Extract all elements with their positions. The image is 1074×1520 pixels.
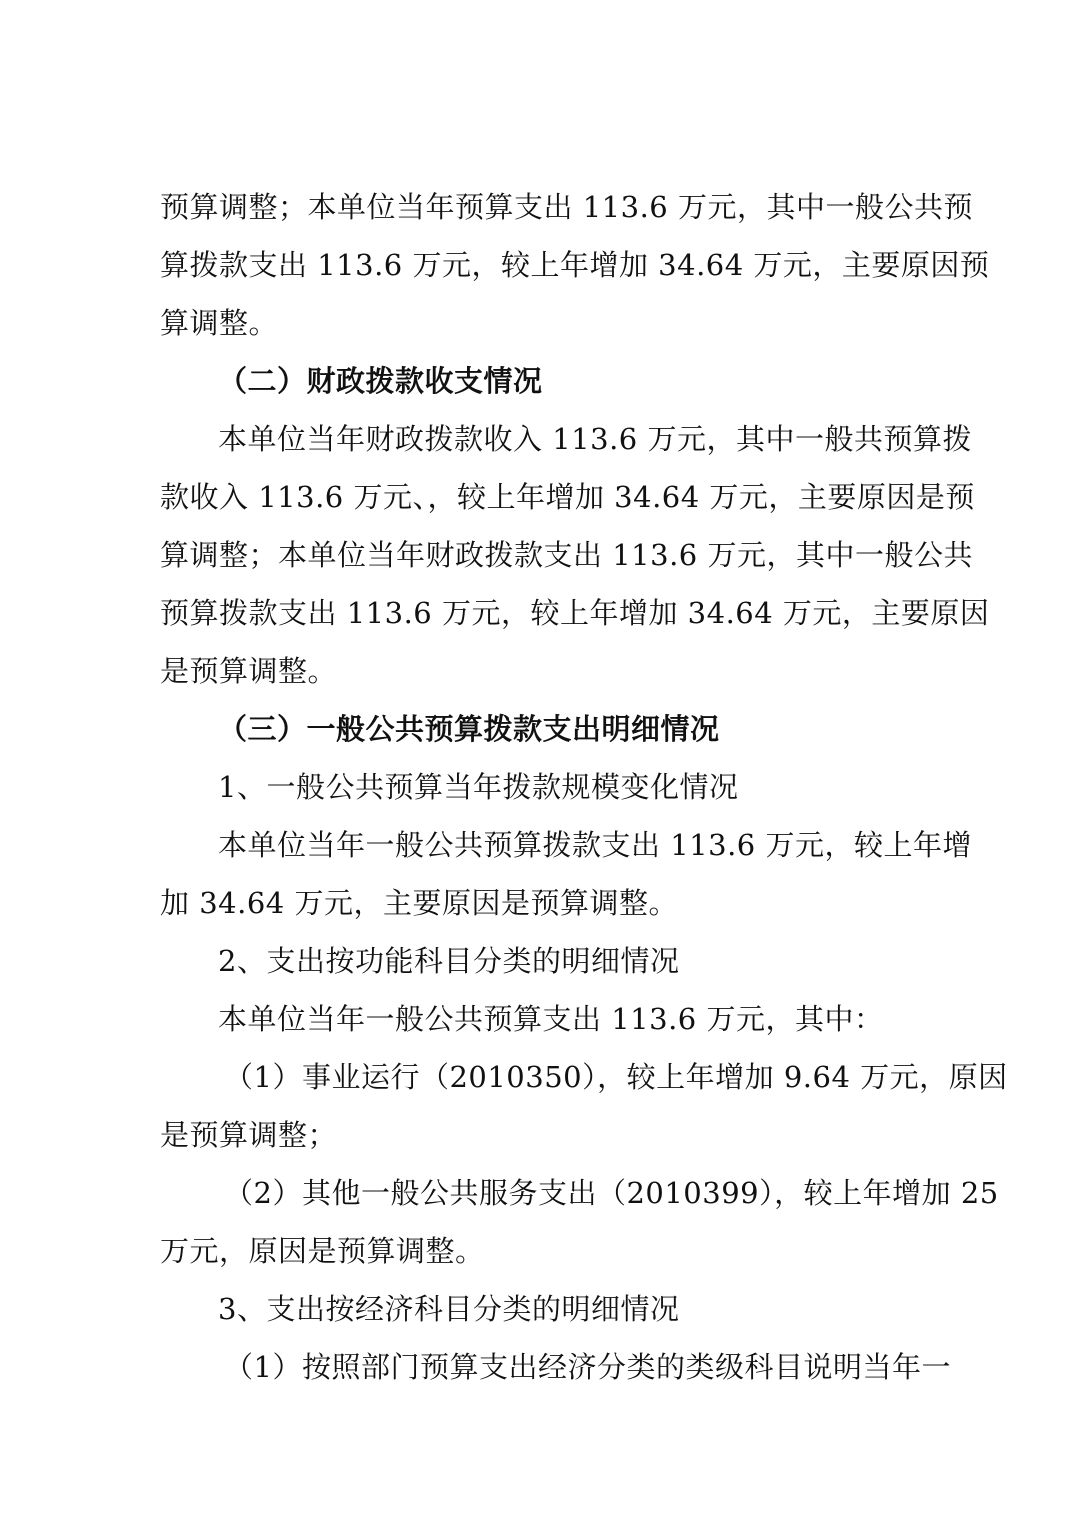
paragraph-line: 预算拨款支出 113.6 万元，较上年增加 34.64 万元，主要原因 (160, 596, 990, 630)
paragraph-line: 预算调整；本单位当年预算支出 113.6 万元，其中一般公共预 (160, 190, 973, 224)
section-heading: （二）财政拨款收支情况 (218, 364, 543, 398)
list-item-line: （1）按照部门预算支出经济分类的类级科目说明当年一 (224, 1350, 951, 1384)
paragraph-line: 算调整。 (160, 306, 279, 340)
paragraph-line: 加 34.64 万元，主要原因是预算调整。 (160, 886, 678, 920)
subsection-heading: 3、支出按经济科目分类的明细情况 (218, 1292, 680, 1326)
list-item-line: 是预算调整； (160, 1118, 338, 1152)
list-item-line: （1）事业运行（2010350），较上年增加 9.64 万元，原因 (224, 1060, 1008, 1094)
paragraph-line: 款收入 113.6 万元、，较上年增加 34.64 万元，主要原因是预 (160, 480, 975, 514)
list-item-line: （2）其他一般公共服务支出（2010399），较上年增加 25 (224, 1176, 999, 1210)
paragraph-line: 算调整；本单位当年财政拨款支出 113.6 万元，其中一般公共 (160, 538, 973, 572)
subsection-heading: 1、一般公共预算当年拨款规模变化情况 (218, 770, 739, 804)
paragraph-line: 本单位当年一般公共预算拨款支出 113.6 万元，较上年增 (218, 828, 972, 862)
paragraph-line: 是预算调整。 (160, 654, 338, 688)
section-heading: （三）一般公共预算拨款支出明细情况 (218, 712, 720, 746)
paragraph-line: 本单位当年一般公共预算支出 113.6 万元，其中： (218, 1002, 884, 1036)
document-body (160, 178, 1008, 1396)
list-item-line: 万元，原因是预算调整。 (160, 1234, 485, 1268)
paragraph-line: 本单位当年财政拨款收入 113.6 万元，其中一般共预算拨 (218, 422, 972, 456)
paragraph-line: 算拨款支出 113.6 万元，较上年增加 34.64 万元，主要原因预 (160, 248, 990, 282)
subsection-heading: 2、支出按功能科目分类的明细情况 (218, 944, 680, 978)
